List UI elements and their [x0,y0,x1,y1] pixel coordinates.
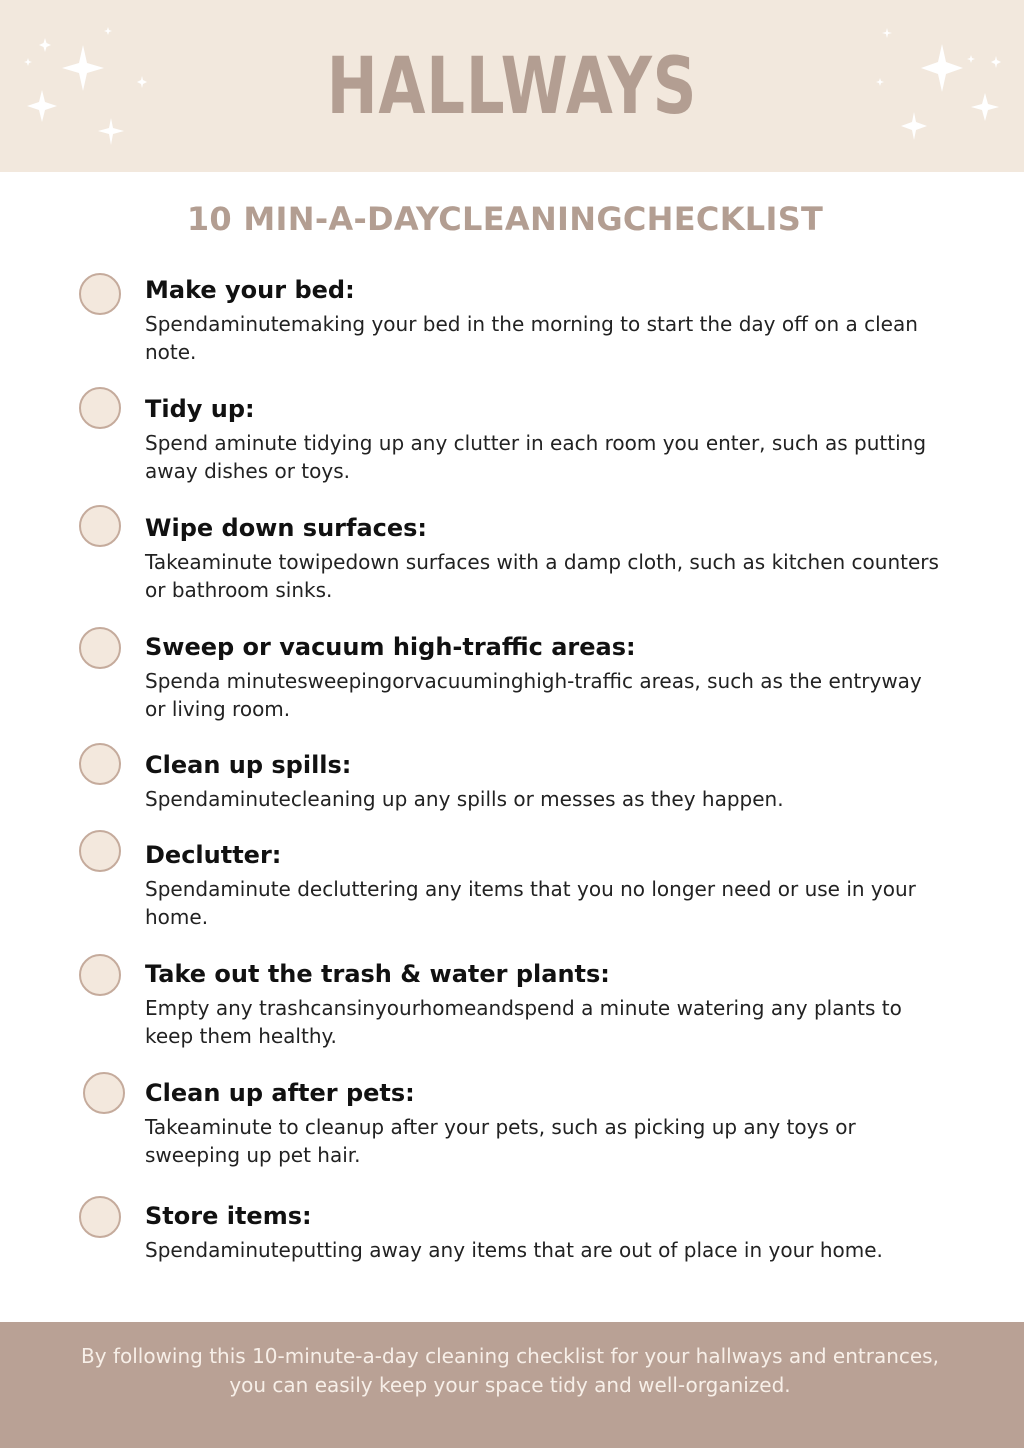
page-title: HALLWAYS [326,42,698,132]
checkbox-circle[interactable] [83,1072,125,1114]
item-title: Sweep or vacuum high-traffic areas: [145,633,636,661]
item-description: Takeaminute towipedown surfaces with a damp cloth, such as kitchen counters or bathroom sinks. [145,550,939,602]
header-banner [0,0,1024,172]
footer-banner [0,1322,1024,1448]
footer-text: By following this 10-minute-a-day cleaning checklist for your hallways and entrances, you can easily keep your space tidy and well-organized. [81,1344,939,1397]
item-title: Tidy up: [145,395,255,423]
item-title: Clean up after pets: [145,1079,415,1107]
item-description: Spendaminuteputting away any items that are out of place in your home. [145,1238,883,1262]
item-description: Takeaminute to cleanup after your pets, such as picking up any toys or sweeping up pet hair. [145,1115,856,1167]
item-title: Take out the trash & water plants: [145,960,610,988]
item-description: Spendaminutecleaning up any spills or messes as they happen. [145,787,784,811]
checkbox-circle[interactable] [79,830,121,872]
checkbox-circle[interactable] [79,505,121,547]
checkbox-circle[interactable] [79,387,121,429]
item-description: Spendaminutemaking your bed in the morning to start the day off on a clean note. [145,312,918,364]
item-title: Make your bed: [145,276,355,304]
checkbox-circle[interactable] [79,627,121,669]
checkbox-circle[interactable] [79,743,121,785]
item-title: Store items: [145,1202,312,1230]
checkbox-circle[interactable] [79,954,121,996]
item-title: Wipe down surfaces: [145,514,428,542]
item-description: Spendaminute decluttering any items that you no longer need or use in your home. [145,877,916,929]
item-description: Spend aminute tidying up any clutter in each room you enter, such as putting away dishes or toys. [145,431,927,483]
item-title: Clean up spills: [145,751,352,779]
checklist-subtitle: 10 MIN-A-DAYCLEANINGCHECKLIST [186,200,824,238]
item-description: Spenda minutesweepingorvacuuminghigh-traffic areas, such as the entryway or living room. [145,669,922,721]
item-title: Declutter: [145,841,282,869]
sparkle-icon [874,0,1024,172]
item-description: Empty any trashcansinyourhomeandspend a minute watering any plants to keep them healthy. [145,996,902,1048]
checkbox-circle[interactable] [79,273,121,315]
checkbox-circle[interactable] [79,1196,121,1238]
